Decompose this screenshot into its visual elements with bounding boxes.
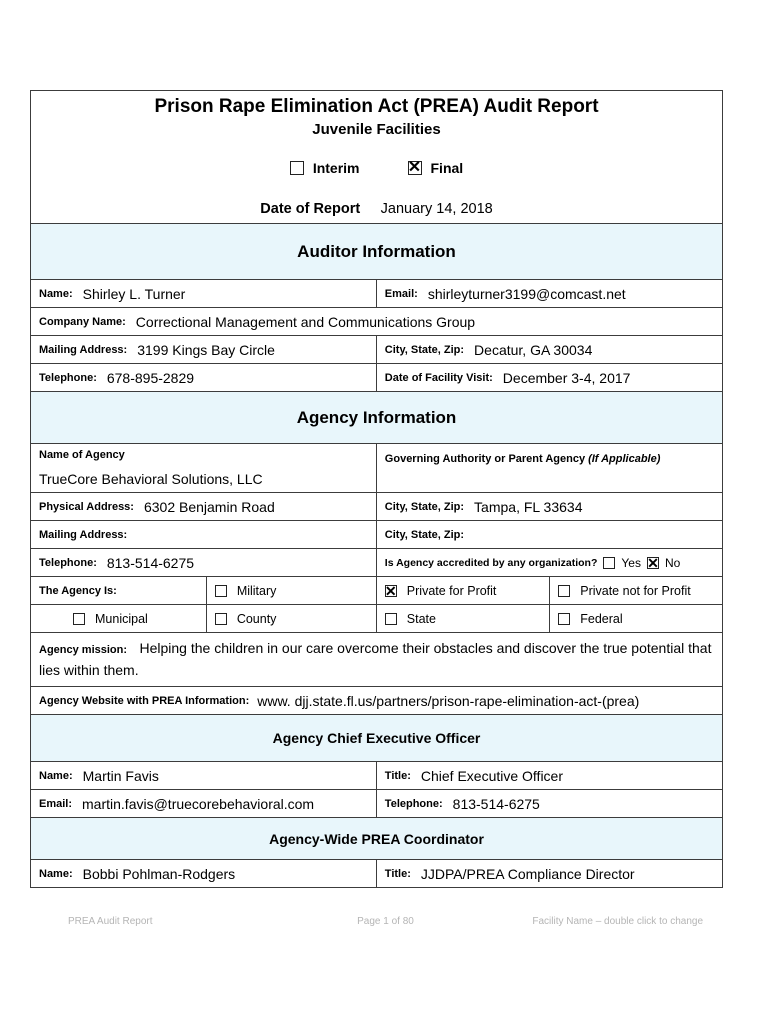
date-of-report-label: Date of Report — [260, 201, 361, 217]
ceo-name-label: Name: — [39, 769, 73, 782]
agency-phone-cell — [31, 549, 376, 576]
auditor-mailing-row — [31, 335, 722, 363]
federal-label: Federal — [580, 611, 623, 626]
ceo-title-label: Title: — [384, 769, 411, 782]
accredited-no-checkbox[interactable] — [647, 554, 659, 571]
footer-report-name: PREA Audit Report — [68, 916, 153, 927]
agency-section-title: Agency Information — [296, 407, 457, 427]
auditor-email-cell — [376, 280, 722, 307]
coordinator-title-label: Title: — [384, 867, 411, 880]
county-checkbox[interactable] — [215, 613, 227, 625]
final-checkbox[interactable] — [408, 161, 422, 175]
agency-mailing-row — [31, 520, 722, 548]
auditor-phone-value: 678-895-2829 — [106, 369, 195, 386]
ceo-email-label: Email: — [39, 797, 73, 810]
company-name-value: Correctional Management and Communications Group — [135, 313, 476, 330]
ceo-title-value: Chief Executive Officer — [420, 767, 564, 784]
facility-visit-cell — [376, 364, 722, 391]
facility-visit-value: December 3-4, 2017 — [502, 369, 631, 386]
federal-cell — [549, 605, 722, 632]
municipal-label: Municipal — [95, 611, 148, 626]
coordinator-name-cell — [31, 860, 376, 887]
agency-physical-row — [31, 492, 722, 520]
page-footer — [68, 916, 703, 927]
ceo-title-cell — [376, 762, 722, 789]
agency-website-cell — [31, 687, 722, 714]
military-label: Military — [236, 583, 277, 598]
ceo-name-row — [31, 761, 722, 789]
agency-phone-value: 813-514-6275 — [106, 554, 195, 571]
ceo-section-header — [31, 715, 722, 761]
agency-physical-citystatezip-cell — [376, 493, 722, 520]
agency-website-label: Agency Website with PREA Information: — [39, 694, 250, 707]
ceo-name-cell — [31, 762, 376, 789]
coordinator-title-value: JJDPA/PREA Compliance Director — [420, 865, 635, 882]
facility-visit-label: Date of Facility Visit: — [384, 371, 493, 384]
auditor-mailing-label: Mailing Address: — [39, 343, 128, 356]
agency-website-value: www. djj.state.fl.us/partners/prison-rape-elimination-act-(prea) — [257, 692, 640, 709]
auditor-email-value: shirleyturner3199@comcast.net — [427, 285, 626, 302]
ceo-email-cell — [31, 790, 376, 817]
auditor-citystatezip-value: Decatur, GA 30034 — [474, 341, 593, 358]
physical-address-value: 6302 Benjamin Road — [143, 498, 275, 515]
accredited-cell — [376, 549, 722, 576]
final-label: Final — [430, 160, 464, 176]
agency-mission-label: Agency mission: — [39, 644, 128, 656]
auditor-citystatezip-cell — [376, 336, 722, 363]
physical-citystatezip-label: City, State, Zip: — [384, 500, 465, 513]
agency-mailing-cell — [31, 521, 376, 548]
coordinator-name-label: Name: — [39, 867, 73, 880]
agency-name-cell — [31, 444, 376, 492]
private-not-for-profit-cell — [549, 577, 722, 604]
ceo-section-header-row — [31, 714, 722, 761]
agency-is-cell — [31, 577, 206, 604]
agency-mission-cell — [31, 633, 722, 686]
auditor-name-label: Name: — [39, 287, 73, 300]
auditor-company-row — [31, 307, 722, 335]
military-checkbox[interactable] — [215, 585, 227, 597]
page-subtitle: Juvenile Facilities — [312, 121, 441, 138]
auditor-phone-row — [31, 363, 722, 391]
auditor-section-header — [31, 224, 722, 279]
accredited-no-label: No — [664, 555, 681, 570]
governing-authority-label-note: (If Applicable) — [588, 453, 661, 465]
state-label: State — [406, 611, 436, 626]
coordinator-title-cell — [376, 860, 722, 887]
county-label: County — [236, 611, 277, 626]
coordinator-section-header-row — [31, 817, 722, 859]
auditor-mailing-value: 3199 Kings Bay Circle — [137, 341, 275, 358]
auditor-phone-cell — [31, 364, 376, 391]
private-for-profit-cell — [376, 577, 549, 604]
date-of-report-line — [39, 200, 714, 218]
agency-phone-row — [31, 548, 722, 576]
municipal-checkbox[interactable] — [73, 613, 85, 625]
ceo-phone-label: Telephone: — [384, 797, 443, 810]
accredited-yes-label: Yes — [621, 555, 641, 570]
physical-address-label: Physical Address: — [39, 500, 134, 513]
page-title: Prison Rape Elimination Act (PREA) Audit Report — [154, 96, 599, 117]
final-option — [408, 160, 464, 176]
agency-mailing-citystatezip-label: City, State, Zip: — [384, 528, 465, 541]
auditor-name-value: Shirley L. Turner — [82, 285, 186, 302]
ceo-email-row — [31, 789, 722, 817]
ceo-section-title: Agency Chief Executive Officer — [272, 730, 481, 747]
interim-option — [290, 160, 360, 176]
state-checkbox[interactable] — [385, 613, 397, 625]
municipal-cell — [31, 605, 206, 632]
agency-mission-value: Helping the children in our care overcome their obstacles and discover the true potential that lies within them. — [39, 640, 712, 678]
auditor-email-label: Email: — [384, 287, 418, 300]
auditor-section-title: Auditor Information — [297, 241, 456, 261]
footer-facility-name[interactable]: Facility Name – double click to change — [532, 916, 704, 927]
ceo-phone-cell — [376, 790, 722, 817]
auditor-name-email-row — [31, 279, 722, 307]
title-cell — [31, 91, 722, 223]
ceo-email-value: martin.favis@truecorebehavioral.com — [82, 795, 315, 812]
agency-mailing-citystatezip-cell — [376, 521, 722, 548]
private-for-profit-label: Private for Profit — [406, 583, 497, 598]
auditor-citystatezip-label: City, State, Zip: — [384, 343, 465, 356]
coordinator-name-row — [31, 859, 722, 887]
accredited-no-mark: ✕ — [647, 554, 659, 571]
agency-is-label: The Agency Is: — [39, 584, 117, 597]
private-for-profit-checkbox[interactable] — [384, 582, 397, 599]
agency-name-row — [31, 443, 722, 492]
agency-website-row — [31, 686, 722, 714]
agency-phone-label: Telephone: — [39, 556, 97, 569]
agency-name-label: Name of Agency — [39, 449, 125, 461]
agency-physical-cell — [31, 493, 376, 520]
coordinator-section-title: Agency-Wide PREA Coordinator — [269, 830, 484, 847]
coordinator-section-header — [31, 818, 722, 859]
auditor-section-header-row — [31, 223, 722, 279]
agency-section-header — [31, 392, 722, 443]
footer-page-number: Page 1 of 80 — [357, 916, 414, 927]
final-checkbox-mark: ✕ — [407, 159, 422, 176]
date-of-report-value: January 14, 2018 — [380, 201, 493, 217]
prea-audit-form — [30, 90, 723, 888]
ceo-phone-value: 813-514-6275 — [452, 795, 540, 812]
auditor-name-cell — [31, 280, 376, 307]
agency-type-row-2 — [31, 604, 722, 632]
auditor-phone-label: Telephone: — [39, 371, 97, 384]
interim-label: Interim — [312, 160, 360, 176]
private-for-profit-mark: ✕ — [384, 582, 397, 599]
federal-checkbox[interactable] — [558, 613, 570, 625]
title-row — [31, 91, 722, 223]
governing-authority-label: Governing Authority or Parent Agency — [384, 453, 586, 465]
private-not-for-profit-checkbox[interactable] — [558, 585, 570, 597]
agency-name-value: TrueCore Behavioral Solutions, LLC — [39, 471, 263, 487]
report-type-line — [39, 160, 714, 176]
governing-authority-cell — [376, 444, 722, 492]
agency-mailing-label: Mailing Address: — [39, 528, 128, 541]
private-not-for-profit-label: Private not for Profit — [580, 583, 691, 598]
accredited-yes-checkbox[interactable] — [603, 557, 615, 569]
county-cell — [206, 605, 376, 632]
company-name-label: Company Name: — [39, 315, 126, 328]
physical-citystatezip-value: Tampa, FL 33634 — [474, 498, 583, 515]
accredited-label: Is Agency accredited by any organization? — [384, 556, 598, 569]
agency-mission-row — [31, 632, 722, 686]
military-cell — [206, 577, 376, 604]
agency-type-row-1 — [31, 576, 722, 604]
ceo-name-value: Martin Favis — [82, 767, 159, 784]
agency-section-header-row — [31, 391, 722, 443]
auditor-company-cell — [31, 308, 722, 335]
interim-checkbox[interactable] — [290, 161, 304, 175]
auditor-mailing-cell — [31, 336, 376, 363]
state-cell — [376, 605, 549, 632]
coordinator-name-value: Bobbi Pohlman-Rodgers — [82, 865, 236, 882]
